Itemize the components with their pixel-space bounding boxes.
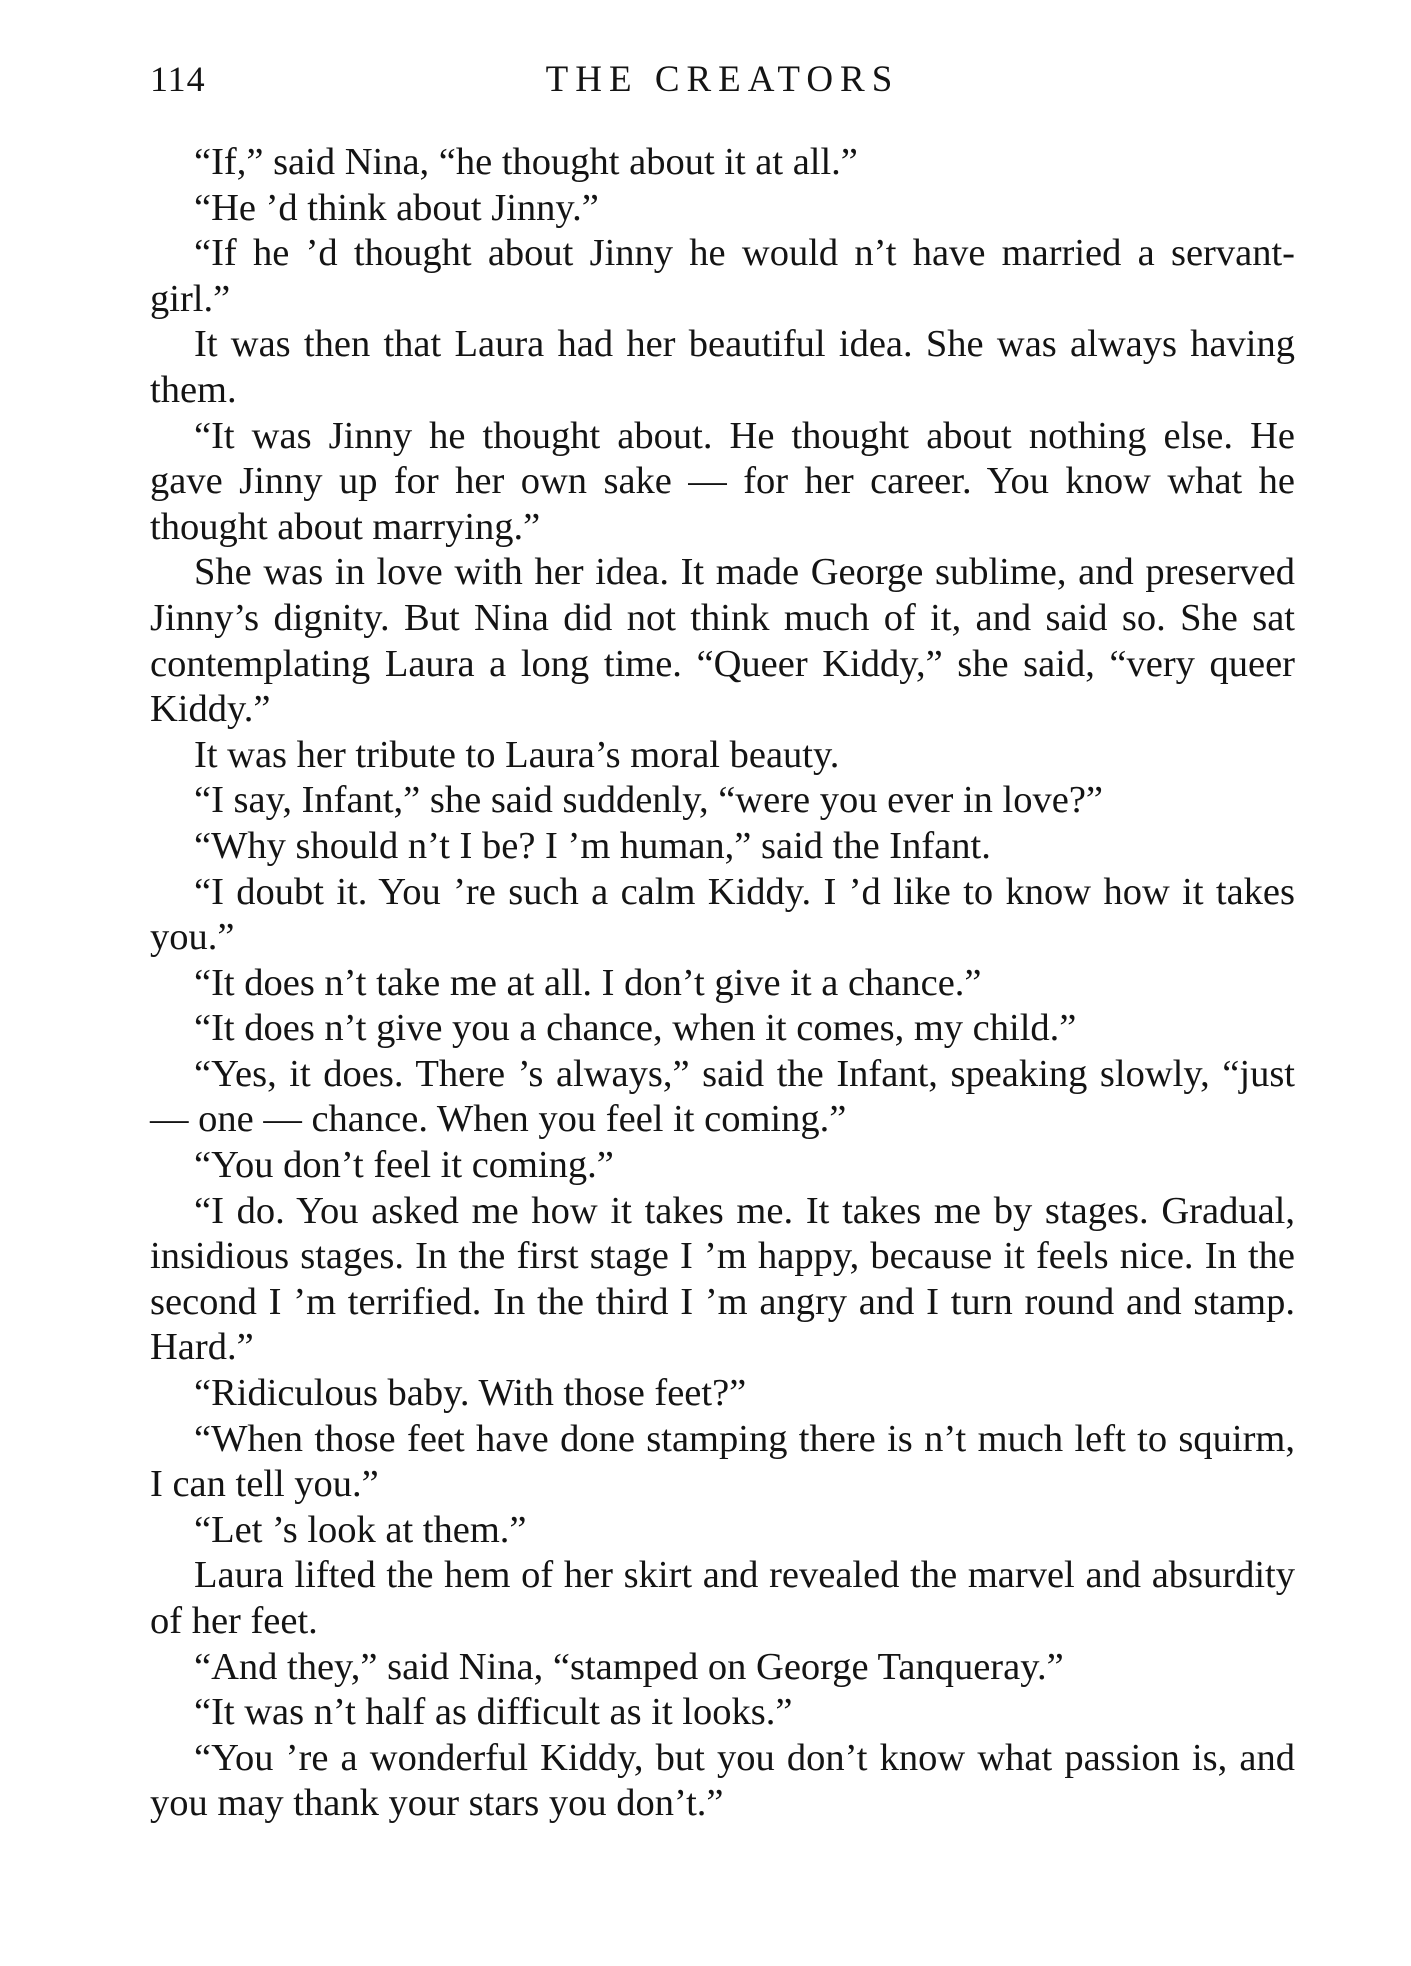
- page-number: 114: [150, 59, 206, 99]
- paragraph: “And they,” said Nina, “stamped on George Tanqueray.”: [194, 1645, 1064, 1688]
- paragraph: “It does n’t take me at all. I don’t give it a chance.”: [194, 961, 982, 1004]
- paragraph: “It does n’t give you a chance, when it comes, my child.”: [194, 1007, 1077, 1050]
- paragraph: “Let ’s look at them.”: [194, 1508, 527, 1551]
- paragraph: It was then that Laura had her beautiful idea. She was always having them.: [150, 323, 1295, 411]
- paragraph: “If he ’d thought about Jinny he would n’t have married a servant-girl.”: [150, 232, 1295, 320]
- paragraph: “Ridiculous baby. With those feet?”: [194, 1372, 747, 1415]
- paragraph: “It was n’t half as difficult as it looks.”: [194, 1691, 793, 1734]
- paragraph: “Yes, it does. There ’s always,” said the Infant, speaking slowly, “just — one — chance. When you feel it coming.”: [150, 1052, 1295, 1141]
- paragraph: “You ’re a wonderful Kiddy, but you don’t know what passion is, and you may thank your stars you don’t.”: [150, 1736, 1295, 1825]
- paragraph: She was in love with her idea. It made George sublime, and preserved Jinny’s dignity. But Nina did not think much of it, and said so. She sat contemplating Laura a long time. “Queer Kiddy,” she said, “very queer Kiddy.”: [150, 551, 1295, 731]
- paragraph: “I do. You asked me how it takes me. It takes me by stages. Gradual, insidious stages. In the first stage I ’m happy, because it feels nice. In the second I ’m terrified. In the third I ’m angry and I turn round and stamp. Hard.”: [150, 1189, 1295, 1369]
- paragraph: “If,” said Nina, “he thought about it at all.”: [194, 141, 858, 183]
- paragraph: “You don’t feel it coming.”: [194, 1144, 614, 1187]
- paragraph: “It was Jinny he thought about. He thought about nothing else. He gave Jinny up for her own sake — for her career. You know what he thought about marrying.”: [150, 414, 1295, 548]
- paragraph: Laura lifted the hem of her skirt and revealed the marvel and absurdity of her feet.: [150, 1554, 1295, 1642]
- paragraph: “He ’d think about Jinny.”: [194, 186, 599, 229]
- running-head: [150, 58, 1295, 108]
- paragraph: “When those feet have done stamping there is n’t much left to squirm, I can tell you.”: [150, 1417, 1295, 1506]
- paragraph: “I say, Infant,” she said suddenly, “were you ever in love?”: [194, 779, 1104, 822]
- paragraph: It was her tribute to Laura’s moral beauty.: [194, 733, 840, 776]
- text-block: [150, 140, 1295, 1827]
- paragraph: “I doubt it. You ’re such a calm Kiddy. I ’d like to know how it takes you.”: [150, 870, 1295, 959]
- paragraph: “Why should n’t I be? I ’m human,” said the Infant.: [194, 824, 991, 867]
- book-title: THE CREATORS: [545, 59, 900, 100]
